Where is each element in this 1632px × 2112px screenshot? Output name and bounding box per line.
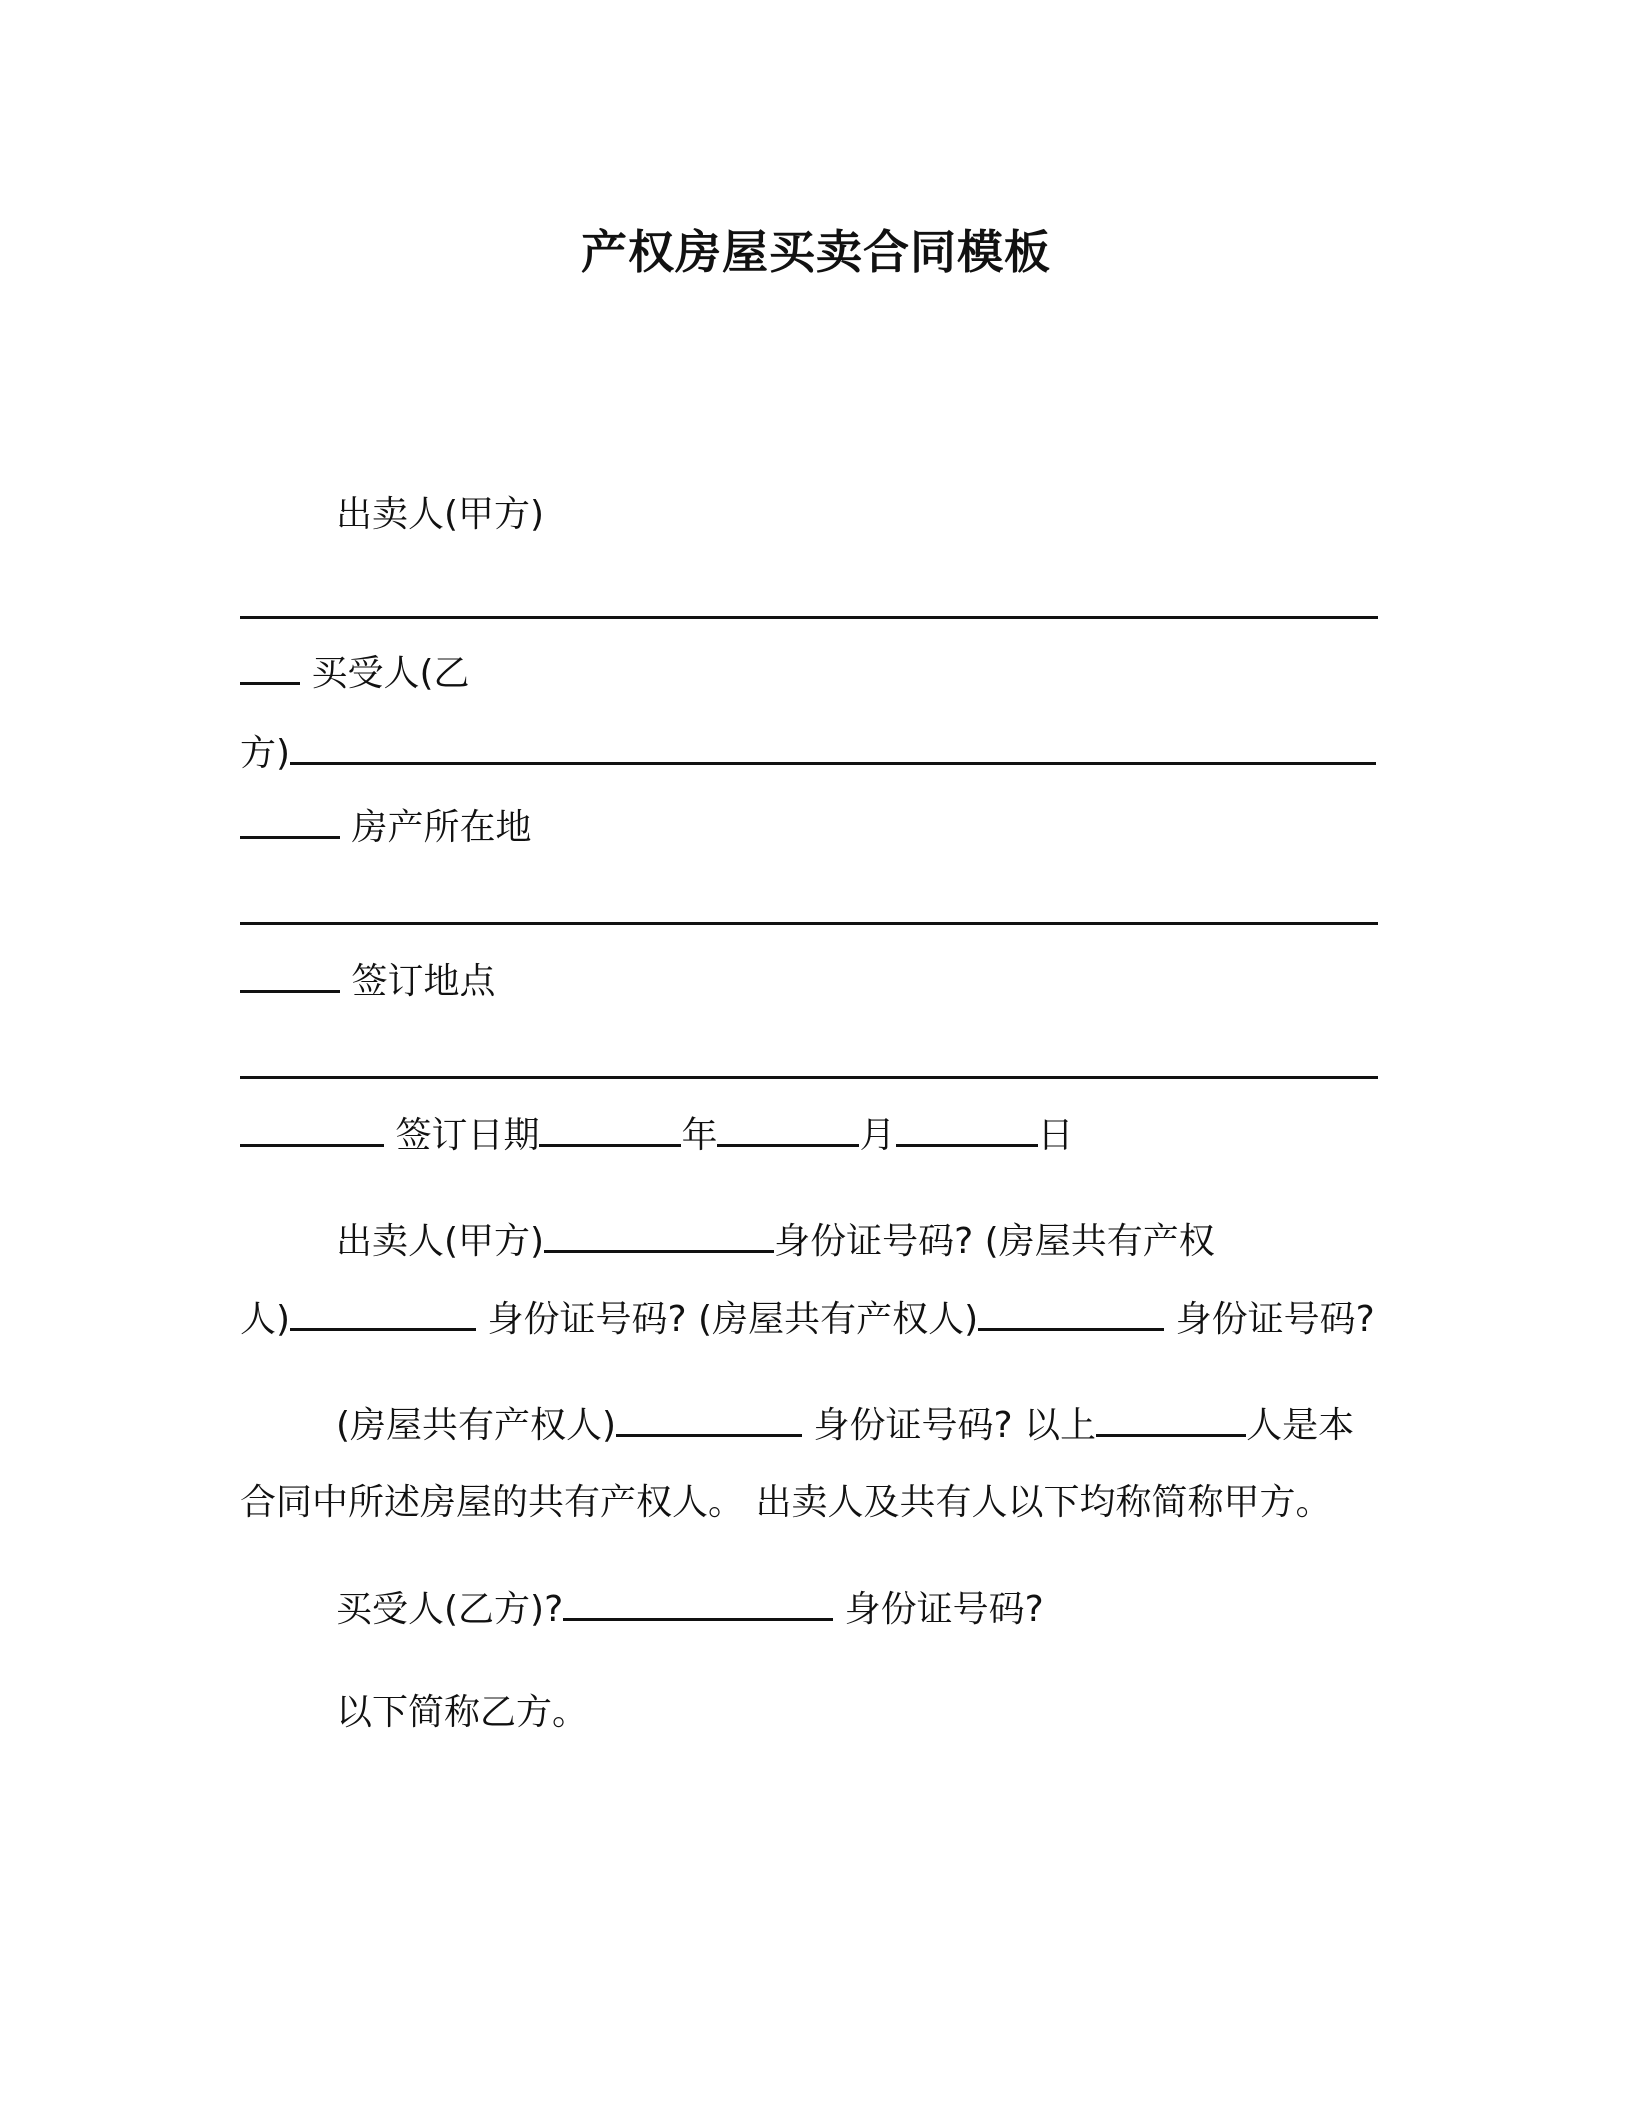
blank-short <box>240 802 340 839</box>
blank-co-owner-b <box>978 1294 1164 1331</box>
para2-line2: 合同中所述房屋的共有产权人。 出卖人及共有人以下均称简称甲方。 <box>240 1482 1332 1523</box>
signing-place-line <box>240 956 495 1007</box>
blank-seller-name <box>544 1216 774 1253</box>
day-label: 日 <box>1037 1115 1074 1156</box>
blank-short <box>240 1110 384 1147</box>
para3-id: 身份证号码? <box>844 1589 1044 1630</box>
blank-buyer-name <box>563 1584 833 1621</box>
blank-day <box>896 1110 1038 1147</box>
buyer-label-part1: 买受人(乙 <box>311 653 470 694</box>
para3-buyer: 买受人(乙方)? <box>336 1589 564 1630</box>
page-title: 产权房屋买卖合同模板 <box>581 225 1051 279</box>
month-label: 月 <box>859 1115 896 1156</box>
para1-id-c: 身份证号码? <box>1175 1299 1375 1340</box>
para1-id-a: 身份证号码? (房屋共有产权 <box>774 1221 1215 1262</box>
para2-co-owner: (房屋共有产权人) <box>336 1405 617 1446</box>
blank-short <box>240 648 300 685</box>
para2-is-this: 人是本 <box>1246 1405 1355 1446</box>
blank-line-seller <box>240 616 1378 619</box>
blank-short <box>240 956 340 993</box>
buyer-line-1 <box>240 648 470 699</box>
para1-line1 <box>336 1216 1215 1267</box>
para2-id-above: 身份证号码? 以上 <box>813 1405 1097 1446</box>
buyer-line-2 <box>240 728 1376 779</box>
property-location-label: 房产所在地 <box>351 807 532 848</box>
blank-month <box>717 1110 859 1147</box>
blank-co-owner-c <box>616 1400 802 1437</box>
blank-buyer <box>290 728 1376 765</box>
blank-co-owner-a <box>290 1294 476 1331</box>
para3-line <box>336 1584 1044 1635</box>
signing-date-label: 签订日期 <box>395 1115 540 1156</box>
seller-label: 出卖人(甲方) <box>336 494 545 535</box>
signing-date-line <box>240 1110 1074 1161</box>
blank-count <box>1096 1400 1246 1437</box>
para1-id-b: 身份证号码? (房屋共有产权人) <box>487 1299 979 1340</box>
year-label: 年 <box>681 1115 718 1156</box>
blank-year <box>539 1110 681 1147</box>
property-location-line <box>240 802 531 853</box>
para1-line2 <box>240 1294 1375 1345</box>
para2-line1 <box>336 1400 1354 1451</box>
para4-line: 以下简称乙方。 <box>336 1692 589 1733</box>
signing-place-label: 签订地点 <box>351 961 496 1002</box>
blank-line-place <box>240 1076 1378 1079</box>
blank-line-location <box>240 922 1378 925</box>
para1-seller: 出卖人(甲方) <box>336 1221 545 1262</box>
para1-person-a: 人) <box>240 1299 291 1340</box>
buyer-label-part2: 方) <box>240 733 291 774</box>
